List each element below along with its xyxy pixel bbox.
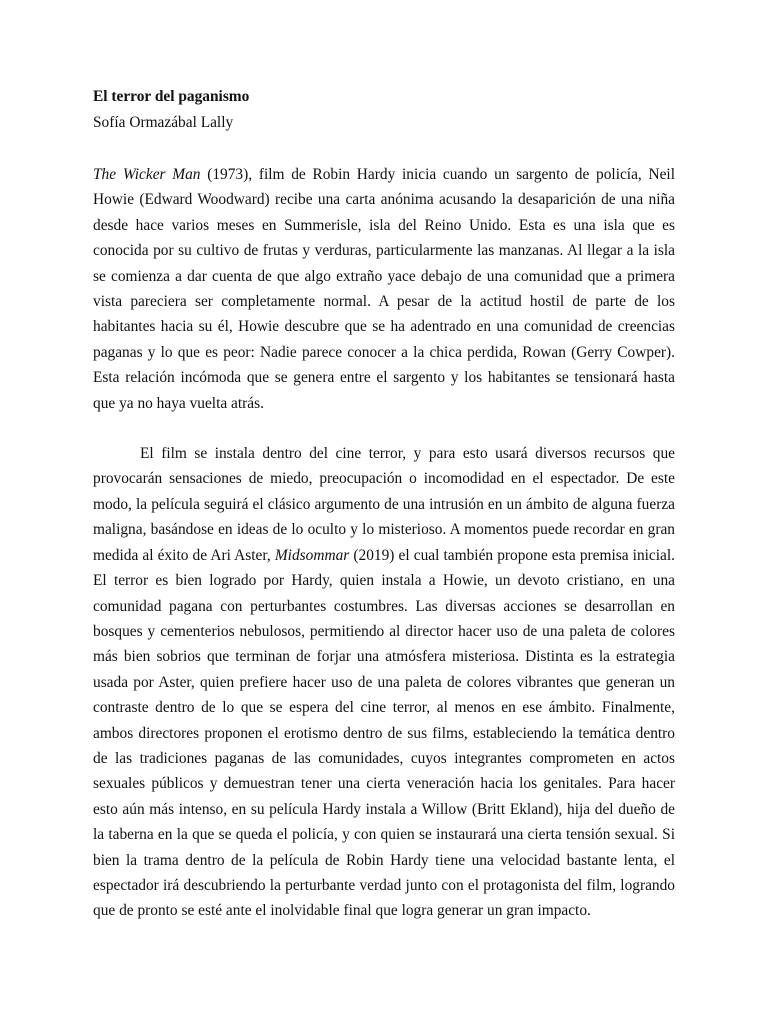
document-title: El terror del paganismo xyxy=(93,88,250,105)
paragraph-2-text-before: El film se instala dentro del cine terror, y para esto usará diversos recursos que provocarán sensaciones de miedo, preocupación o incomodidad en el espectador. De este modo, la película seguirá el clásico argumento de una intrusión en un ámbito de alguna fuerza maligna, basándose en ideas de lo oculto y lo misterioso. A momentos puede recordar en gran medida al éxito de Ari Aster, xyxy=(93,445,675,564)
paragraph-1 xyxy=(93,162,675,416)
film-title-wicker-man: The Wicker Man xyxy=(93,166,201,183)
film-title-midsommar: Midsommar xyxy=(274,546,350,564)
document-body xyxy=(93,84,675,924)
document-author: Sofía Ormazábal Lally xyxy=(93,114,234,131)
paragraph-1-text: (1973), film de Robin Hardy inicia cuando un sargento de policía, Neil Howie (Edward Woodward) recibe una carta anónima acusando la desaparición de una niña desde hace varios meses en Summerisle, isla del Reino Unido. Esta es una isla que es conocida por su cultivo de frutas y verduras, particularmente las manzanas. Al llegar a la isla se comienza a dar cuenta de que algo extraño yace debajo de una comunidad que a primera vista pareciera ser completamente normal. A pesar de la actitud hostil de parte de los habitantes hacia su él, Howie descubre que se ha adentrado en una comunidad de creencias paganas y lo que es peor: Nadie parece conocer a la chica perdida, Rowan (Gerry Cowper). Esta relación incómoda que se genera entre el sargento y los habitantes se tensionará hasta que ya no haya vuelta atrás. xyxy=(93,166,675,412)
paragraph-2-text-after: (2019) el cual también propone esta premisa inicial. El terror es bien logrado por Hardy, quien instala a Howie, un devoto cristiano, en una comunidad pagana con perturbantes costumbres. Las diversas acciones se desarrollan en bosques y cementerios nebulosos, permitiendo al director hacer uso de una paleta de colores más bien sobrios que terminan de forjar una atmósfera misteriosa. Distinta es la estrategia usada por Aster, quien prefiere hacer uso de una paleta de colores vibrantes que generan un contraste dentro de lo que se espera del cine terror, al menos en ese ámbito. Finalmente, ambos directores proponen el erotismo dentro de sus films, estableciendo la temática dentro de las tradiciones paganas de las comunidades, cuyos integrantes comprometen en actos sexuales públicos y demuestran tener una cierta veneración hacia los genitales. Para hacer esto aún más intenso, en su película Hardy instala a Willow (Britt Ekland), hija del dueño de la taberna en la que se queda el policía, y con quien se instaurará una cierta tensión sexual. Si bien la trama dentro de la película de Robin Hardy tiene una velocidad bastante lenta, el espectador irá descubriendo la perturbante verdad junto con el protagonista del film, logrando que de pronto se esté ante el inolvidable final que logra generar un gran impacto. xyxy=(93,546,675,920)
paragraph-gap xyxy=(93,416,675,441)
paragraph-2 xyxy=(93,441,675,924)
